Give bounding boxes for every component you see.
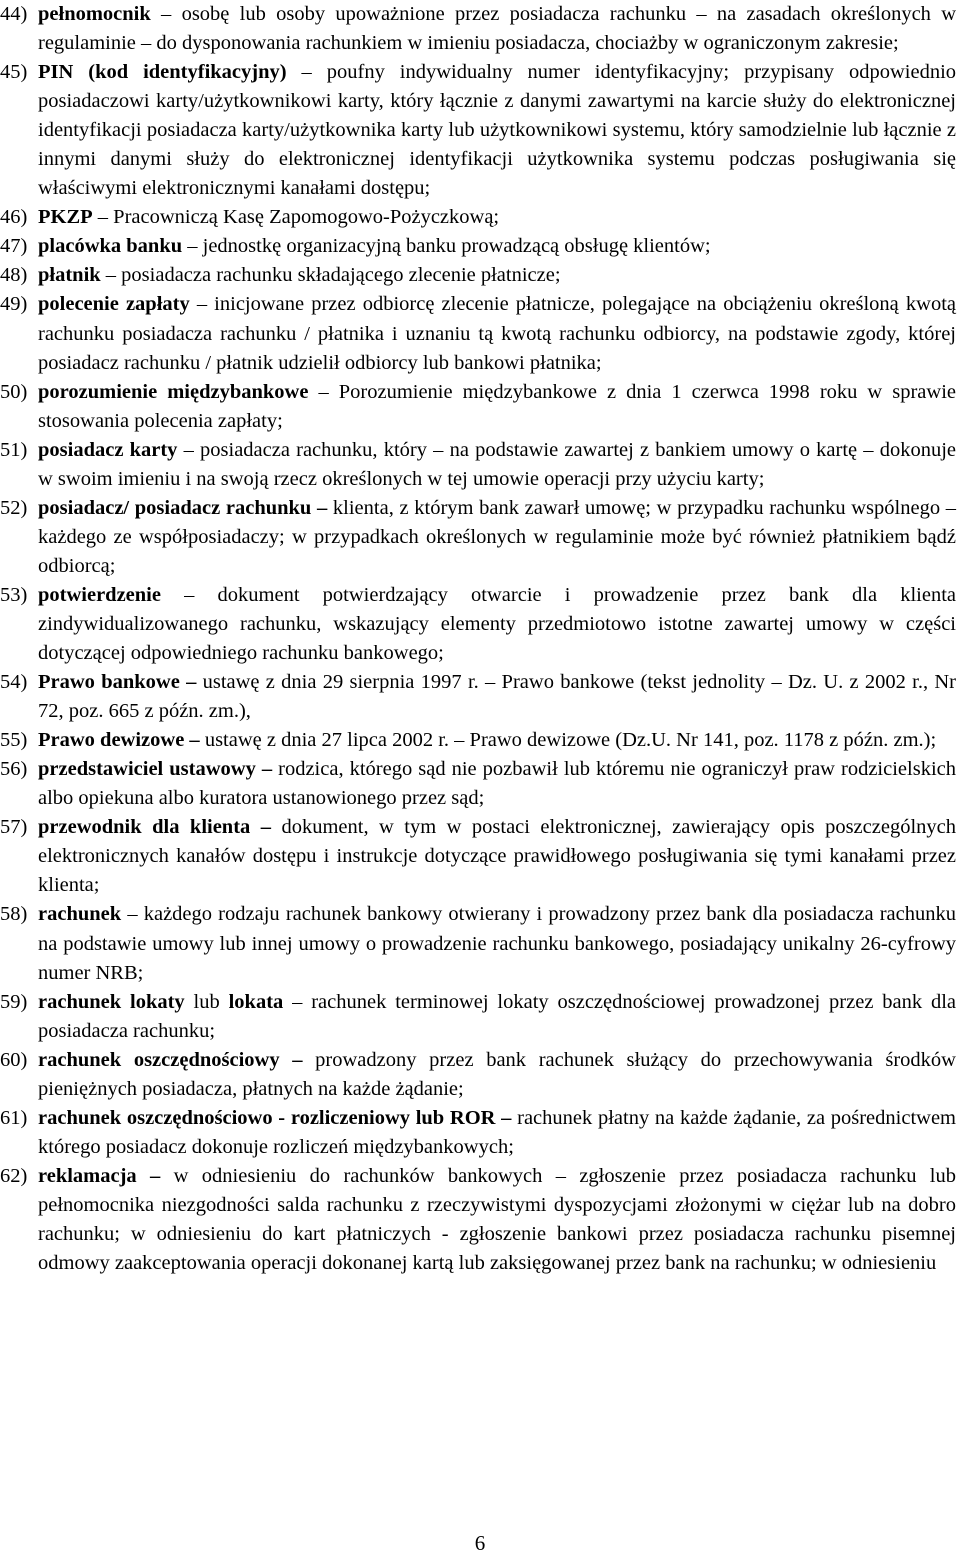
entry-term: rachunek oszczędnościowo - rozliczeniowy lub ROR – [38, 1106, 512, 1129]
entry-number: 54) [0, 671, 28, 694]
entry-term: placówka banku [38, 235, 183, 258]
entry-number: 49) [0, 293, 28, 316]
entry-number: 62) [0, 1164, 28, 1187]
entry-term: Prawo bankowe – [38, 671, 197, 694]
definition-entry [0, 988, 960, 1046]
definition-entry [0, 668, 960, 726]
definition-entry [0, 900, 960, 987]
entry-number: 53) [0, 583, 28, 606]
entry-definition: ustawę z dnia 27 lipca 2002 r. – Prawo dewizowe (Dz.U. Nr 141, poz. 1178 z późn. zm.); [199, 729, 937, 752]
entry-definition: – osobę lub osoby upoważnione przez posiadacza rachunku – na zasadach określonych w regulaminie – do dysponowania rachunkiem w imieniu posiadacza, chociażby w ograniczonym zakresie; [38, 3, 956, 55]
entry-number: 55) [0, 729, 28, 752]
entry-definition: – dokument potwierdzający otwarcie i prowadzenie przez bank dla klienta zindywidualizowanego rachunku, wskazujący elementy przedmiotowo istotne zawartej umowy w części dotyczącej odpowiedniego rachunku bankowego; [38, 583, 956, 665]
definition-entry [0, 581, 960, 668]
definition-entry [0, 203, 960, 232]
entry-term: potwierdzenie [38, 583, 161, 606]
definition-entry [0, 290, 960, 377]
entry-number: 48) [0, 264, 28, 287]
entry-number: 50) [0, 380, 28, 403]
entry-number: 47) [0, 235, 28, 258]
entry-number: 61) [0, 1106, 28, 1129]
entry-term: rachunek lokaty [38, 990, 185, 1013]
definition-entry [0, 1104, 960, 1162]
definition-entry [0, 494, 960, 581]
definition-entry [0, 1046, 960, 1104]
definition-entry [0, 232, 960, 261]
entry-term: reklamacja – [38, 1164, 161, 1187]
entry-definition: lub [184, 990, 229, 1013]
entry-term: przedstawiciel ustawowy – [38, 758, 273, 781]
entry-term: przewodnik dla klienta – [38, 816, 271, 839]
entry-term: płatnik [38, 264, 101, 287]
entry-definition: – posiadacza rachunku, który – na podstawie zawartej z bankiem umowy o kartę – dokonuje w swoim imieniu i na swoją rzecz określonych w tej umowie operacji przy użyciu karty; [38, 438, 957, 490]
entry-term: Prawo dewizowe – [38, 729, 200, 752]
entry-term: polecenie zapłaty [38, 293, 190, 316]
entry-definition: – inicjowane przez odbiorcę zlecenie płatnicze, polegające na obciążeniu określoną kwotą rachunku posiadacza rachunku / płatnika i uznaniu tą kwotą rachunku odbiorcy, na podstawie zgody, której posiadacz rachunku / płatnik udzielił odbiorcy lub bankowi płatnika; [38, 293, 956, 374]
entry-term: porozumienie międzybankowe [38, 380, 309, 403]
entry-number: 58) [0, 903, 28, 926]
entry-definition: rodzica, którego sąd nie pozbawił lub któremu nie ograniczył praw rodzicielskich albo opiekuna albo kuratora ustanowionego przez sąd; [38, 758, 956, 810]
entry-definition: w odniesieniu do rachunków bankowych – zgłoszenie przez posiadacza rachunku lub pełnomocnika niezgodności salda rachunku z rzeczywistymi dyspozycjami złożonymi w ciężar lub na dobro rachunku; w odniesieniu do kart płatniczych - zgłoszenie bankowi przez posiadacza rachunku pisemnej odmowy zaakceptowania operacji dokonanej kartą lub zaksięgowanej przez bank na rachunku; w odniesieniu [38, 1164, 956, 1275]
entry-term: PIN (kod identyfikacyjny) [38, 61, 287, 84]
entry-definition: – jednostkę organizacyjną banku prowadzącą obsługę klientów; [182, 235, 711, 258]
entry-definition: – każdego rodzaju rachunek bankowy otwierany i prowadzony przez bank dla posiadacza rachunku na podstawie umowy lub innej umowy o prowadzenie rachunku bankowego, posiadający unikalny 26-cyfrowy numer NRB; [38, 903, 956, 984]
entry-definition: – Porozumienie międzybankowe z dnia 1 czerwca 1998 roku w sprawie stosowania polecenia zapłaty; [38, 380, 956, 432]
definition-entry [0, 813, 960, 900]
entry-definition-continued: – rachunek terminowej lokaty oszczędnościowej prowadzonej przez bank dla posiadacza rachunku; [38, 990, 957, 1042]
definition-entry [0, 261, 960, 290]
definition-entry [0, 755, 960, 813]
entry-definition: dokument, w tym w postaci elektronicznej, zawierający opis poszczególnych elektronicznych kanałów dostępu i instrukcje dotyczące prawidłowego posługiwania się tymi kanałami przez klienta; [38, 816, 956, 897]
definition-entry [0, 726, 960, 755]
entry-definition: ustawę z dnia 29 sierpnia 1997 r. – Prawo bankowe (tekst jednolity – Dz. U. z 2002 r., Nr 72, poz. 665 z późn. zm.), [38, 671, 956, 723]
entry-number: 60) [0, 1048, 28, 1071]
entry-term: pełnomocnik [38, 3, 151, 25]
entry-number: 57) [0, 816, 28, 839]
definition-entry [0, 378, 960, 436]
entry-term: posiadacz karty [38, 438, 178, 461]
entry-number: 44) [0, 3, 28, 25]
entry-number: 59) [0, 990, 28, 1013]
entry-number: 45) [0, 61, 28, 84]
definition-entry [0, 1162, 960, 1278]
definition-entry [0, 436, 960, 494]
entry-number: 46) [0, 206, 28, 229]
page-number: 6 [474, 1531, 486, 1555]
entry-definition: klienta, z którym bank zawarł umowę; w przypadku rachunku wspólnego – każdego ze współposiadaczy; w przypadkach określonych w regulaminie może być również płatnikiem bądź odbiorcą; [38, 496, 956, 577]
definition-entry [0, 0, 960, 58]
entry-number: 56) [0, 758, 28, 781]
entry-term: rachunek [38, 903, 122, 926]
entry-number: 51) [0, 438, 28, 461]
entry-definition: – posiadacza rachunku składającego zlecenie płatnicze; [100, 264, 561, 287]
entry-definition: – poufny indywidualny numer identyfikacyjny; przypisany odpowiednio posiadaczowi karty/użytkownikowi karty, który łącznie z danymi zawartymi na karcie służy do elektronicznej identyfikacji posiadacza karty/użytkownika karty lub użytkownikowi systemu, który samodzielnie lub łącznie z innymi danymi służy do elektronicznej identyfikacji użytkownika systemu podczas posługiwania się właściwymi elektronicznymi kanałami dostępu; [38, 61, 957, 200]
entry-term: posiadacz/ posiadacz rachunku – [38, 496, 328, 519]
entry-definition: prowadzony przez bank rachunek służący do przechowywania środków pieniężnych posiadacza, płatnych na każde żądanie; [38, 1048, 956, 1100]
definition-entry [0, 58, 960, 203]
entry-term-secondary: lokata [228, 990, 284, 1013]
entry-definition: – Pracowniczą Kasę Zapomogowo-Pożyczkową; [92, 206, 500, 229]
entry-term: rachunek oszczędnościowy – [38, 1048, 303, 1071]
entry-number: 52) [0, 496, 28, 519]
entry-term: PKZP [38, 206, 93, 229]
entry-definition: rachunek płatny na każde żądanie, za pośrednictwem którego posiadacz dokonuje rozliczeń międzybankowych; [38, 1106, 957, 1158]
